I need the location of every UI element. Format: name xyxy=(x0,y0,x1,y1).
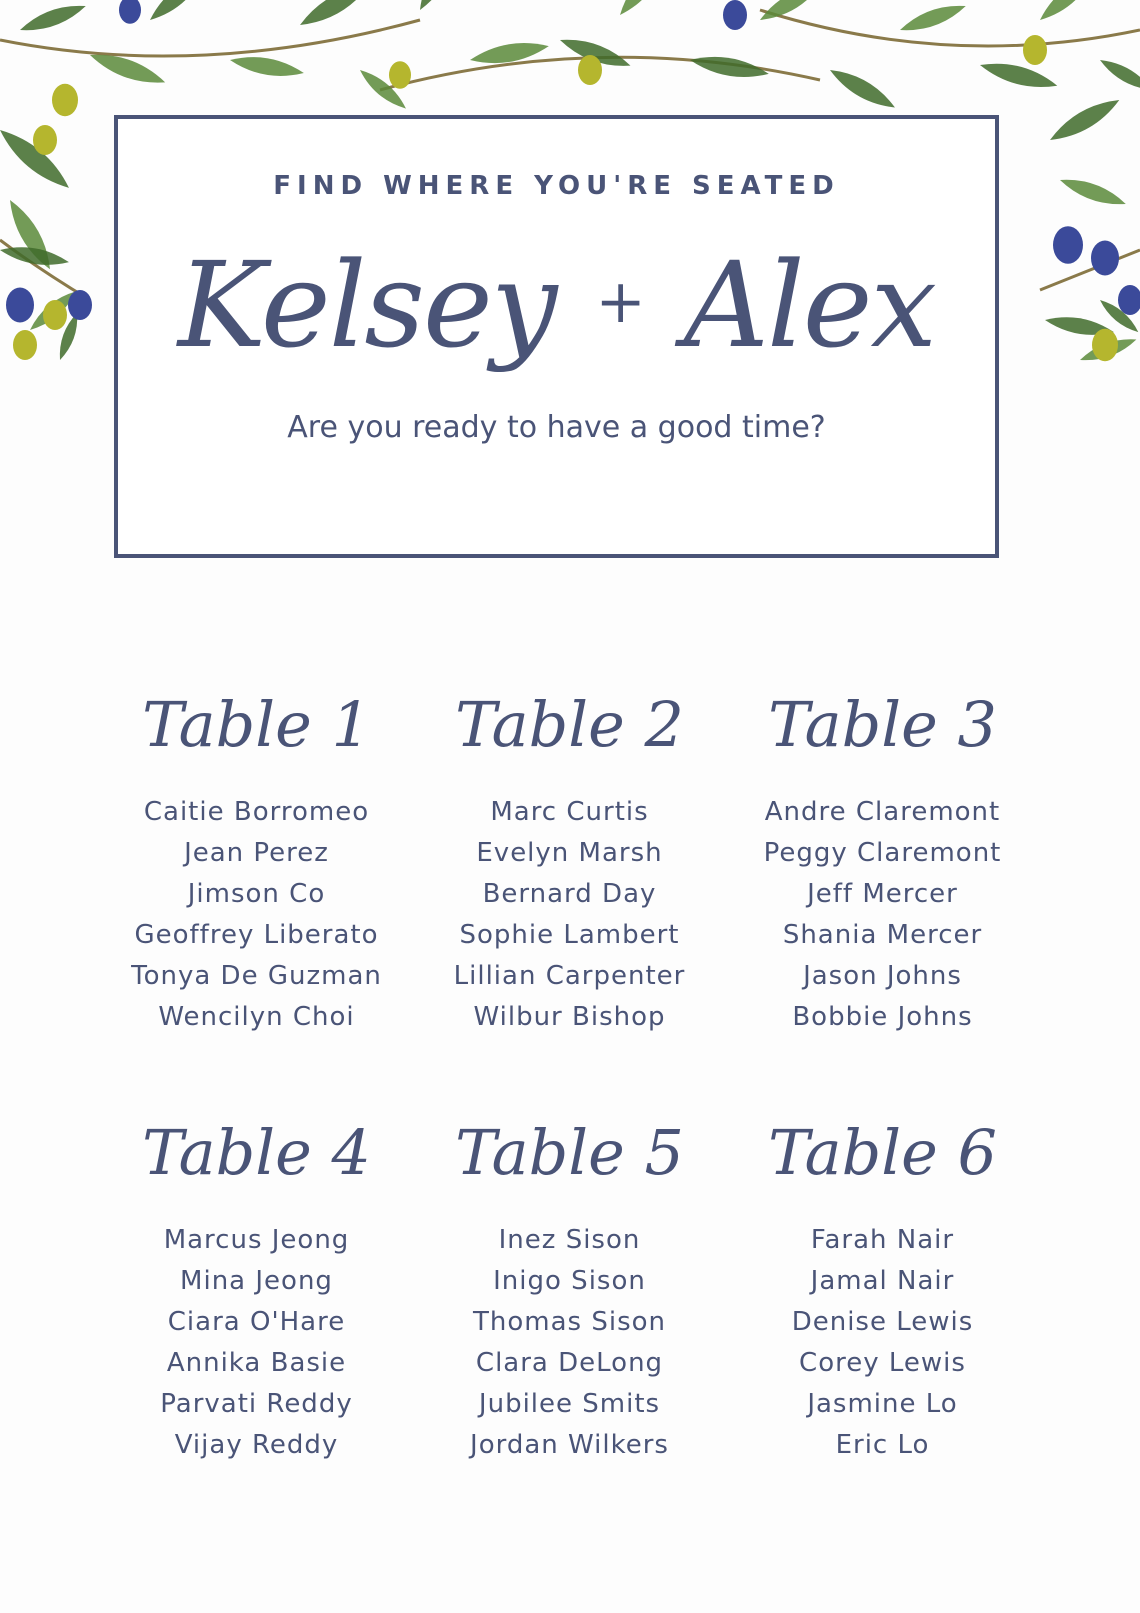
olive-shape xyxy=(1118,285,1140,315)
guest-name: Marcus Jeong xyxy=(163,1225,350,1255)
guest-name: Clara DeLong xyxy=(475,1348,664,1378)
kicker-text: FIND WHERE YOU'RE SEATED xyxy=(273,171,840,201)
guest-name: Marc Curtis xyxy=(490,797,649,827)
couple-names xyxy=(118,236,995,374)
guest-name: Inez Sison xyxy=(498,1225,641,1255)
leaf-shape xyxy=(1097,54,1140,95)
leaf-shape xyxy=(1035,0,1099,26)
leaf-shape xyxy=(229,52,306,81)
guest-name: Sophie Lambert xyxy=(459,920,680,950)
leaf-shape xyxy=(296,0,374,33)
olive-shape xyxy=(33,125,57,155)
guest-name: Parvati Reddy xyxy=(160,1389,353,1419)
olive-shape xyxy=(1053,226,1083,264)
guest-list xyxy=(726,1220,1039,1466)
guest-name: Jordan Wilkers xyxy=(470,1430,669,1460)
guest-name: Bernard Day xyxy=(482,879,657,909)
leaf-shape xyxy=(1046,92,1124,147)
guest-name: Thomas Sison xyxy=(473,1307,666,1337)
olive-shape xyxy=(1092,329,1118,362)
olive-shape xyxy=(389,61,411,89)
guest-name: Andre Claremont xyxy=(764,797,1001,827)
guest-name: Corey Lewis xyxy=(799,1348,966,1378)
olive-shape xyxy=(43,300,67,330)
guest-name: Tonya De Guzman xyxy=(131,961,382,991)
guest-name: Bobbie Johns xyxy=(792,1002,973,1032)
guest-name: Peggy Claremont xyxy=(763,838,1002,868)
guest-list xyxy=(100,792,413,1038)
olive-shape xyxy=(1023,35,1047,65)
tagline: Are you ready to have a good time? xyxy=(287,410,826,445)
leaf-shape xyxy=(145,0,209,26)
guest-name: Jean Perez xyxy=(184,838,329,868)
guest-name: Geoffrey Liberato xyxy=(134,920,379,950)
olive-shape xyxy=(13,330,37,360)
guest-name: Vijay Reddy xyxy=(174,1430,339,1460)
leaf-shape xyxy=(1057,173,1128,211)
guest-name: Denise Lewis xyxy=(791,1307,974,1337)
guest-name: Inigo Sison xyxy=(493,1266,646,1296)
guest-name: Ciara O'Hare xyxy=(167,1307,346,1337)
couple-first-name: Kelsey xyxy=(177,236,556,374)
guest-name: Jasmine Lo xyxy=(807,1389,958,1419)
leaf-shape xyxy=(978,56,1060,94)
guest-name: Wilbur Bishop xyxy=(473,1002,666,1032)
seating-grid xyxy=(100,680,1040,1466)
olive-shape xyxy=(1091,241,1119,276)
leaf-shape xyxy=(826,63,899,115)
leaf-shape xyxy=(897,0,968,37)
guest-name: Evelyn Marsh xyxy=(476,838,663,868)
leaf-shape xyxy=(614,0,671,20)
table-block xyxy=(100,1108,413,1466)
table-title: Table 3 xyxy=(768,688,997,761)
olive-shape xyxy=(723,0,747,30)
guest-name: Mina Jeong xyxy=(180,1266,333,1296)
table-title: Table 6 xyxy=(768,1116,997,1189)
olive-shape xyxy=(578,55,602,85)
olive-shape xyxy=(119,0,141,24)
couple-second-name: Alex xyxy=(683,236,936,374)
guest-name: Jeff Mercer xyxy=(807,879,958,909)
guest-name: Jamal Nair xyxy=(810,1266,955,1296)
table-title: Table 2 xyxy=(455,688,684,761)
guest-name: Caitie Borromeo xyxy=(143,797,370,827)
table-block xyxy=(413,680,726,1038)
guest-list xyxy=(726,792,1039,1038)
guest-name: Jubilee Smits xyxy=(478,1389,661,1419)
stem-shape xyxy=(1040,250,1140,290)
guest-name: Lillian Carpenter xyxy=(453,961,686,991)
stem-shape xyxy=(0,20,420,56)
leaf-shape xyxy=(756,0,824,27)
leaf-shape xyxy=(413,0,461,14)
table-block xyxy=(100,680,413,1038)
table-block xyxy=(413,1108,726,1466)
table-block xyxy=(726,680,1039,1038)
table-title: Table 5 xyxy=(455,1116,684,1189)
guest-name: Farah Nair xyxy=(810,1225,955,1255)
guest-list xyxy=(413,1220,726,1466)
table-block xyxy=(726,1108,1039,1466)
olive-shape xyxy=(6,288,34,323)
table-title: Table 1 xyxy=(142,688,371,761)
table-title: Table 4 xyxy=(142,1116,371,1189)
guest-name: Jason Johns xyxy=(803,961,962,991)
guest-name: Jimson Co xyxy=(187,879,326,909)
guest-list xyxy=(413,792,726,1038)
guest-name: Shania Mercer xyxy=(782,920,983,950)
plus-sign: + xyxy=(595,267,644,337)
guest-name: Annika Basie xyxy=(166,1348,347,1378)
guest-name: Wencilyn Choi xyxy=(158,1002,355,1032)
leaf-shape xyxy=(17,0,88,37)
guest-name: Eric Lo xyxy=(835,1430,930,1460)
header-frame xyxy=(114,115,999,558)
olive-shape xyxy=(52,84,78,117)
guest-list xyxy=(100,1220,413,1466)
olive-shape xyxy=(68,290,92,320)
